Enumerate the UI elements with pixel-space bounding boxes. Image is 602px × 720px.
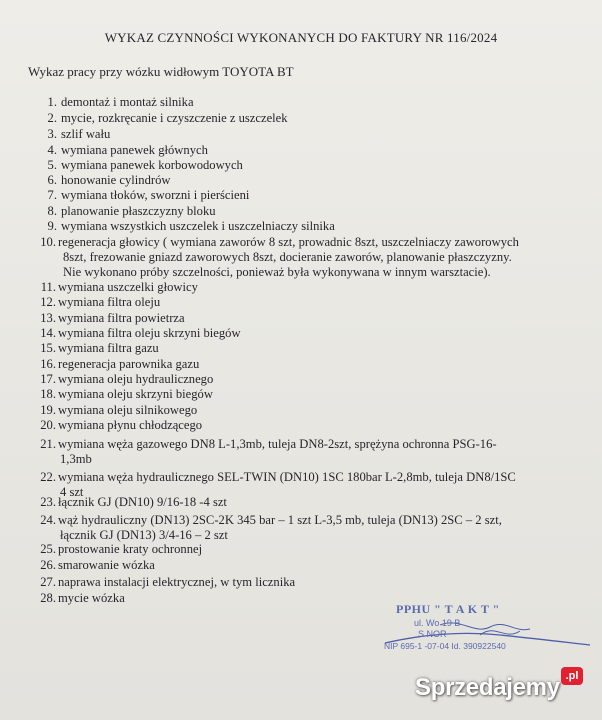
list-item-number: 23. <box>40 495 56 509</box>
list-item-number: 12. <box>40 295 56 309</box>
list-item-number: 6. <box>47 173 57 187</box>
list-item-text: wymiana filtra oleju <box>58 295 161 309</box>
list-item-text: wąż hydrauliczny (DN13) 2SC-2K 345 bar – 1 szt L-3,5 mb, tuleja (DN13) 2SC – 2 szt, <box>58 513 502 527</box>
list-item-number: 24. <box>40 513 56 527</box>
list-item-number: 28. <box>40 591 56 605</box>
list-item-text: honowanie cylindrów <box>61 173 171 187</box>
list-item-text: planowanie płaszczyzny bloku <box>61 204 216 218</box>
list-item-number: 10. <box>40 235 56 249</box>
list-item-text: wymiana filtra gazu <box>58 341 159 355</box>
watermark-brand: Sprzedajemy <box>415 674 560 701</box>
list-item-text: wymiana oleju skrzyni biegów <box>58 387 213 401</box>
list-item-continuation: 8szt, frezowanie gniazd zaworowych 8szt, docieranie zaworów, planowanie płaszczyzny. <box>63 250 512 264</box>
list-item-number: 27. <box>40 575 56 589</box>
list-item-number: 3. <box>47 127 57 141</box>
list-item-number: 15. <box>40 341 56 355</box>
list-item-text: wymiana płynu chłodzącego <box>58 418 203 432</box>
list-item-number: 4. <box>47 143 57 157</box>
list-item-continuation: 4 szt <box>60 485 84 499</box>
list-item-text: prostowanie kraty ochronnej <box>58 542 203 556</box>
list-item-number: 1. <box>47 95 57 109</box>
watermark-badge: .pl <box>561 667 583 685</box>
list-item-number: 17. <box>40 372 56 386</box>
list-item-number: 25. <box>40 542 56 556</box>
document-subtitle: Wykaz pracy przy wózku widłowym TOYOTA BT <box>28 64 294 79</box>
list-item-number: 9. <box>47 219 57 233</box>
list-item-text: mycie wózka <box>58 591 125 605</box>
stamp-ids: NIP 695-1 -07-04 Id. 390922540 <box>384 641 506 651</box>
list-item-text: demontaż i montaż silnika <box>61 95 194 109</box>
list-item-text: wymiana filtra oleju skrzyni biegów <box>58 326 241 340</box>
list-item-text: wymiana węża gazowego DN8 L-1,3mb, tuleja DN8-2szt, sprężyna ochronna PSG-16- <box>58 437 497 451</box>
list-item-number: 20. <box>40 418 56 432</box>
list-item-text: regeneracja parownika gazu <box>58 357 200 371</box>
stamp-address: ul. Wo 19 B <box>414 618 461 628</box>
list-item-continuation: łącznik GJ (DN13) 3/4-16 – 2 szt <box>60 528 228 542</box>
list-item-text: regeneracja głowicy ( wymiana zaworów 8 szt, prowadnic 8szt, uszczelniaczy zaworowych <box>58 235 519 249</box>
list-item-text: wymiana oleju silnikowego <box>58 403 198 417</box>
list-item-number: 21. <box>40 437 56 451</box>
list-item-number: 14. <box>40 326 56 340</box>
list-item-text: wymiana wszystkich uszczelek i uszczelniaczy silnika <box>61 219 335 233</box>
list-item-text: szlif wału <box>61 127 111 141</box>
stamp-city: S NOR <box>418 629 447 639</box>
list-item-number: 11. <box>40 280 56 294</box>
list-item-text: naprawa instalacji elektrycznej, w tym licznika <box>58 575 296 589</box>
list-item-continuation: Nie wykonano próby szczelności, ponieważ była wykonywana w innym warsztacie). <box>63 265 491 279</box>
list-item-number: 8. <box>47 204 57 218</box>
list-item-text: smarowanie wózka <box>58 558 155 572</box>
list-item-text: wymiana węża hydraulicznego SEL-TWIN (DN10) 1SC 180bar L-2,8mb, tuleja DN8/1SC <box>58 470 516 484</box>
list-item-text: wymiana panewek głównych <box>61 143 208 157</box>
list-item-continuation: 1,3mb <box>60 452 92 466</box>
list-item-text: wymiana panewek korbowodowych <box>61 158 243 172</box>
list-item-number: 16. <box>40 357 56 371</box>
company-stamp <box>378 600 578 660</box>
list-item-text: wymiana tłoków, sworzni i pierścieni <box>61 188 250 202</box>
list-item-text: wymiana oleju hydraulicznego <box>58 372 214 386</box>
document-title: WYKAZ CZYNNOŚCI WYKONANYCH DO FAKTURY NR 116/2024 <box>104 30 498 45</box>
list-item-text: łącznik GJ (DN10) 9/16-18 -4 szt <box>58 495 227 509</box>
list-item-number: 5. <box>47 158 57 172</box>
stamp-company: PPHU " T A K T " <box>396 602 500 616</box>
list-item-number: 18. <box>40 387 56 401</box>
list-item-text: wymiana uszczelki głowicy <box>58 280 198 294</box>
list-item-number: 26. <box>40 558 56 572</box>
list-item-number: 7. <box>47 188 57 202</box>
list-item-number: 2. <box>47 111 57 125</box>
list-item-text: wymiana filtra powietrza <box>58 311 185 325</box>
list-item-number: 22. <box>40 470 56 484</box>
list-item-number: 19. <box>40 403 56 417</box>
list-item-text: mycie, rozkręcanie i czyszczenie z uszczelek <box>61 111 288 125</box>
list-item-number: 13. <box>40 311 56 325</box>
